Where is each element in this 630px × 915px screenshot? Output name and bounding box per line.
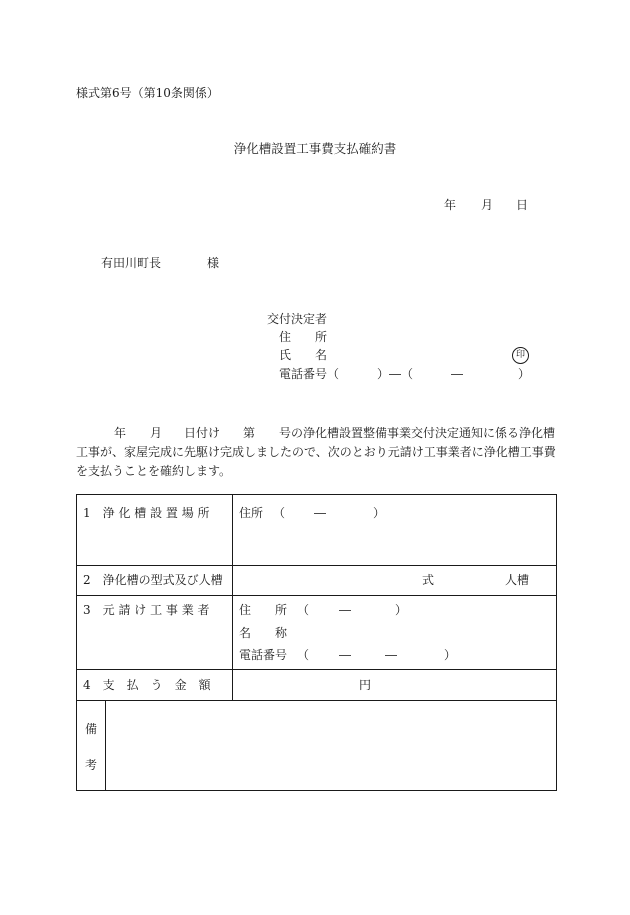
applicant-phone-sep2: ― xyxy=(451,367,463,381)
row1-dash: ― xyxy=(314,506,326,520)
body-line-1 xyxy=(76,424,556,443)
date-month: 月 xyxy=(481,198,494,212)
body-line-3: を支払うことを確約します。 xyxy=(76,464,232,478)
applicant-phone-close: ） xyxy=(518,367,531,381)
row3-phone-open: （ xyxy=(297,648,310,662)
row3-close-paren: ） xyxy=(395,603,408,617)
remarks-char-1: 備 xyxy=(85,722,98,736)
body-year: 年 xyxy=(114,426,127,440)
row3-address-label: 住 所 xyxy=(239,603,288,617)
body-paragraph xyxy=(76,424,556,481)
row3-label: 3 元 請 け 工 事 業 者 xyxy=(83,603,210,617)
table-column-divider xyxy=(232,495,233,700)
table-divider-3 xyxy=(77,669,556,670)
table-divider-4 xyxy=(77,700,556,701)
row3-open-paren: （ xyxy=(297,603,310,617)
row3-phone-dash2: ― xyxy=(385,648,397,662)
remarks-column-divider xyxy=(105,700,106,791)
row4-yen: 円 xyxy=(359,678,372,692)
form-table xyxy=(76,494,557,791)
row3-phone-dash1: ― xyxy=(339,648,351,662)
applicant-phone-label: 電話番号（ xyxy=(279,367,340,381)
applicant-address-label: 住 所 xyxy=(279,330,328,344)
row1-address-label: 住所 xyxy=(239,506,264,520)
row2-type-suffix: 式 xyxy=(422,573,435,587)
date-year: 年 xyxy=(444,198,457,212)
date-day: 日 xyxy=(516,198,529,212)
form-number: 様式第6号（第10条関係） xyxy=(76,86,219,100)
body-line-1-rest: 号の浄化槽設置整備事業交付決定通知に係る浄化槽 xyxy=(279,426,556,440)
row2-capacity-suffix: 人槽 xyxy=(505,573,530,587)
document-title: 浄化槽設置工事費支払確約書 xyxy=(233,141,397,156)
applicant-name-label: 氏 名 xyxy=(279,348,328,362)
applicant-phone-sep1: ）―（ xyxy=(377,367,414,381)
seal-mark: 印 xyxy=(512,347,529,364)
row3-phone-label: 電話番号 xyxy=(239,648,288,662)
body-day: 日付け xyxy=(184,426,221,440)
table-divider-2 xyxy=(77,595,556,596)
body-number-prefix: 第 xyxy=(243,426,256,440)
row3-dash: ― xyxy=(339,603,351,617)
row2-label: 2 浄化槽の型式及び人槽 xyxy=(83,573,223,587)
row1-close-paren: ） xyxy=(373,506,386,520)
body-month: 月 xyxy=(150,426,163,440)
addressee-honorific: 様 xyxy=(207,256,220,270)
row1-label: 1 浄 化 槽 設 置 場 所 xyxy=(83,506,210,520)
row3-name-label: 名 称 xyxy=(239,626,288,640)
remarks-char-2: 考 xyxy=(85,758,98,772)
row4-label: 4 支 払 う 金 額 xyxy=(83,678,211,692)
body-line-2: 工事が、家屋完成に先駆け完成しましたので、次のとおり元請け工事業者に浄化槽工事費 xyxy=(76,445,556,459)
row3-phone-close: ） xyxy=(444,648,457,662)
addressee-name: 有田川町長 xyxy=(101,256,162,270)
applicant-label: 交付決定者 xyxy=(267,312,328,326)
table-divider-1 xyxy=(77,565,556,566)
row1-open-paren: （ xyxy=(273,506,286,520)
